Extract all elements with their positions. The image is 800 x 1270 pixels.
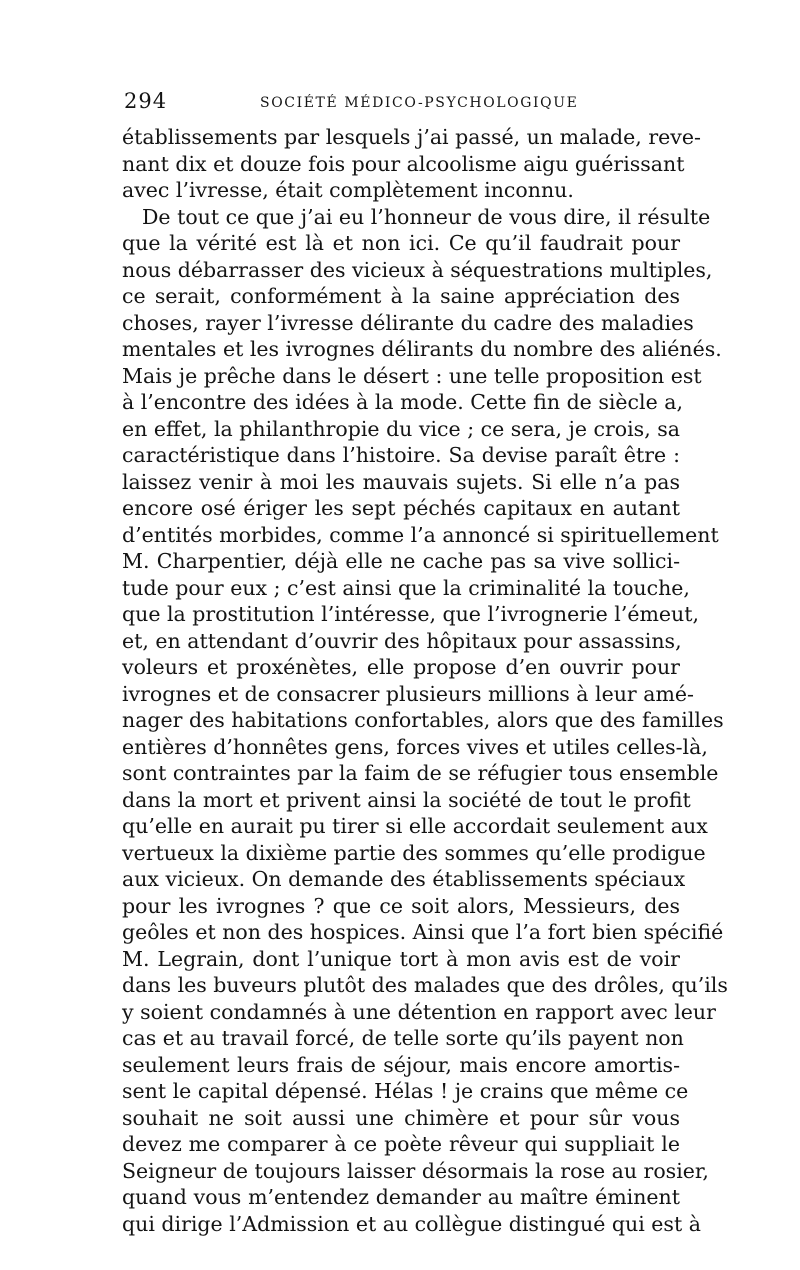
- text-line: et, en attendant d’ouvrir des hôpitaux pour assassins,: [122, 628, 682, 653]
- text-line: tude pour eux ; c’est ainsi que la criminalité la touche,: [122, 575, 690, 600]
- text-line: vertueux la dixième partie des sommes qu’elle prodigue: [122, 840, 706, 865]
- text-line: M. Legrain, dont l’unique tort à mon avis est de voir: [122, 946, 680, 971]
- text-line: que la vérité est là et non ici. Ce qu’il faudrait pour: [122, 231, 680, 255]
- text-line: ivrognes et de consacrer plusieurs millions à leur amé-: [122, 681, 694, 706]
- text-line: avec l’ivresse, était complètement inconnu.: [122, 178, 574, 202]
- text-line: qui dirige l’Admission et au collègue distingué qui est à: [122, 1211, 701, 1236]
- text-line: Seigneur de toujours laisser désormais la rose au rosier,: [122, 1158, 709, 1183]
- text-line: nous débarrasser des vicieux à séquestrations multiples,: [122, 257, 713, 282]
- text-line: dans la mort et privent ainsi la société de tout le profit: [122, 787, 691, 812]
- text-line: mentales et les ivrognes délirants du nombre des aliénés.: [122, 337, 722, 361]
- text-line: souhait ne soit aussi une chimère et pour sûr vous: [122, 1105, 680, 1130]
- text-line: cas et au travail forcé, de telle sorte qu’ils payent non: [122, 1026, 684, 1050]
- body-text: [122, 124, 728, 1237]
- text-line: y soient condamnés à une détention en rapport avec leur: [122, 999, 716, 1024]
- text-line: encore osé ériger les sept péchés capitaux en autant: [122, 496, 680, 520]
- text-line: choses, rayer l’ivresse délirante du cadre des maladies: [122, 310, 694, 335]
- text-line: devez me comparer à ce poète rêveur qui suppliait le: [122, 1132, 680, 1156]
- text-line: voleurs et proxénètes, elle propose d’en ouvrir pour: [122, 655, 680, 679]
- text-line: laissez venir à moi les mauvais sujets. Si elle n’a pas: [122, 469, 680, 494]
- text-line: quand vous m’entendez demander au maître éminent: [122, 1185, 680, 1209]
- text-line: geôles et non des hospices. Ainsi que l’a fort bien spécifié: [122, 920, 724, 944]
- text-line: aux vicieux. On demande des établissements spéciaux: [122, 867, 686, 891]
- running-title: SOCIÉTÉ MÉDICO-PSYCHOLOGIQUE: [260, 95, 579, 111]
- text-line: caractéristique dans l’histoire. Sa devise paraît être :: [122, 443, 680, 467]
- text-line: De tout ce que j’ai eu l’honneur de vous dire, il résulte: [142, 204, 711, 229]
- text-line: établissements par lesquels j’ai passé, un malade, reve-: [122, 125, 701, 149]
- text-line: d’entités morbides, comme l’a annoncé si spirituellement: [122, 522, 719, 547]
- text-line: seulement leurs frais de séjour, mais encore amortis-: [122, 1052, 680, 1077]
- text-line: en effet, la philanthropie du vice ; ce sera, je crois, sa: [122, 416, 680, 441]
- text-line: dans les buveurs plutôt des malades que des drôles, qu’ils: [122, 973, 728, 997]
- text-line: qu’elle en aurait pu tirer si elle accordait seulement aux: [122, 814, 708, 838]
- text-line: nager des habitations confortables, alors que des familles: [122, 708, 724, 732]
- page-header: [124, 86, 680, 116]
- text-line: pour les ivrognes ? que ce soit alors, Messieurs, des: [122, 893, 680, 918]
- text-line: M. Charpentier, déjà elle ne cache pas sa vive sollici-: [122, 549, 680, 573]
- text-line: sont contraintes par la faim de se réfugier tous ensemble: [122, 761, 719, 785]
- text-line: à l’encontre des idées à la mode. Cette fin de siècle a,: [122, 390, 683, 414]
- text-line: que la prostitution l’intéresse, que l’ivrognerie l’émeut,: [122, 602, 700, 626]
- text-line: ce serait, conformément à la saine appréciation des: [122, 284, 680, 308]
- text-line: sent le capital dépensé. Hélas ! je crains que même ce: [122, 1079, 689, 1103]
- text-line: Mais je prêche dans le désert : une telle proposition est: [122, 363, 702, 388]
- text-line: entières d’honnêtes gens, forces vives et utiles celles-là,: [122, 734, 708, 759]
- text-line: nant dix et douze fois pour alcoolisme aigu guérissant: [122, 151, 685, 176]
- page-number: 294: [124, 89, 168, 113]
